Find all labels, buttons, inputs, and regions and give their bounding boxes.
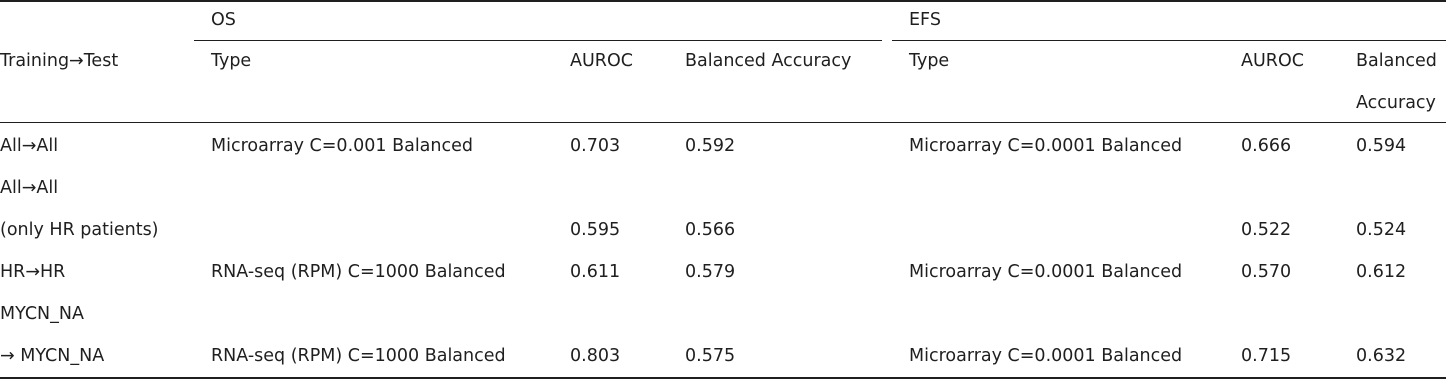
row3-os-balanced-accuracy: 0.579 <box>685 262 736 282</box>
row2-efs-auroc: 0.522 <box>1241 220 1292 240</box>
row3-os-auroc: 0.611 <box>570 262 621 282</box>
row3-training-test: HR→HR <box>0 262 66 282</box>
row4-os-type: RNA-seq (RPM) C=1000 Balanced <box>211 346 506 366</box>
header-os-type: Type <box>211 51 252 71</box>
header-os-auroc: AUROC <box>570 51 633 71</box>
header-efs-balanced-line2: Accuracy <box>1356 93 1436 113</box>
row2-efs-balanced-accuracy: 0.524 <box>1356 220 1407 240</box>
row1-efs-type: Microarray C=0.0001 Balanced <box>909 136 1183 156</box>
header-os-balanced-accuracy: Balanced Accuracy <box>685 51 852 71</box>
row2-training-test-line2: (only HR patients) <box>0 220 159 240</box>
row4-training-test-line2: → MYCN_NA <box>0 346 105 366</box>
group-header-os: OS <box>211 10 236 30</box>
efs-group-rule <box>892 40 1446 41</box>
header-rule <box>0 122 1446 123</box>
bottom-rule <box>0 377 1446 379</box>
row4-efs-type: Microarray C=0.0001 Balanced <box>909 346 1183 366</box>
header-training-test: Training→Test <box>0 51 119 71</box>
group-header-efs: EFS <box>909 10 941 30</box>
header-efs-balanced-line1: Balanced <box>1356 51 1437 71</box>
row4-os-balanced-accuracy: 0.575 <box>685 346 736 366</box>
row3-os-type: RNA-seq (RPM) C=1000 Balanced <box>211 262 506 282</box>
row1-training-test: All→All <box>0 136 59 156</box>
row4-os-auroc: 0.803 <box>570 346 621 366</box>
row4-training-test-line1: MYCN_NA <box>0 304 84 324</box>
row2-training-test-line1: All→All <box>0 178 59 198</box>
row3-efs-auroc: 0.570 <box>1241 262 1292 282</box>
top-rule <box>0 0 1446 2</box>
row1-os-auroc: 0.703 <box>570 136 621 156</box>
os-group-rule <box>194 40 882 41</box>
row1-efs-auroc: 0.666 <box>1241 136 1292 156</box>
header-efs-type: Type <box>909 51 950 71</box>
row3-efs-balanced-accuracy: 0.612 <box>1356 262 1407 282</box>
row4-efs-balanced-accuracy: 0.632 <box>1356 346 1407 366</box>
row1-efs-balanced-accuracy: 0.594 <box>1356 136 1407 156</box>
row2-os-auroc: 0.595 <box>570 220 621 240</box>
row1-os-balanced-accuracy: 0.592 <box>685 136 736 156</box>
row3-efs-type: Microarray C=0.0001 Balanced <box>909 262 1183 282</box>
header-efs-auroc: AUROC <box>1241 51 1304 71</box>
row2-os-balanced-accuracy: 0.566 <box>685 220 736 240</box>
row4-efs-auroc: 0.715 <box>1241 346 1292 366</box>
row1-os-type: Microarray C=0.001 Balanced <box>211 136 473 156</box>
